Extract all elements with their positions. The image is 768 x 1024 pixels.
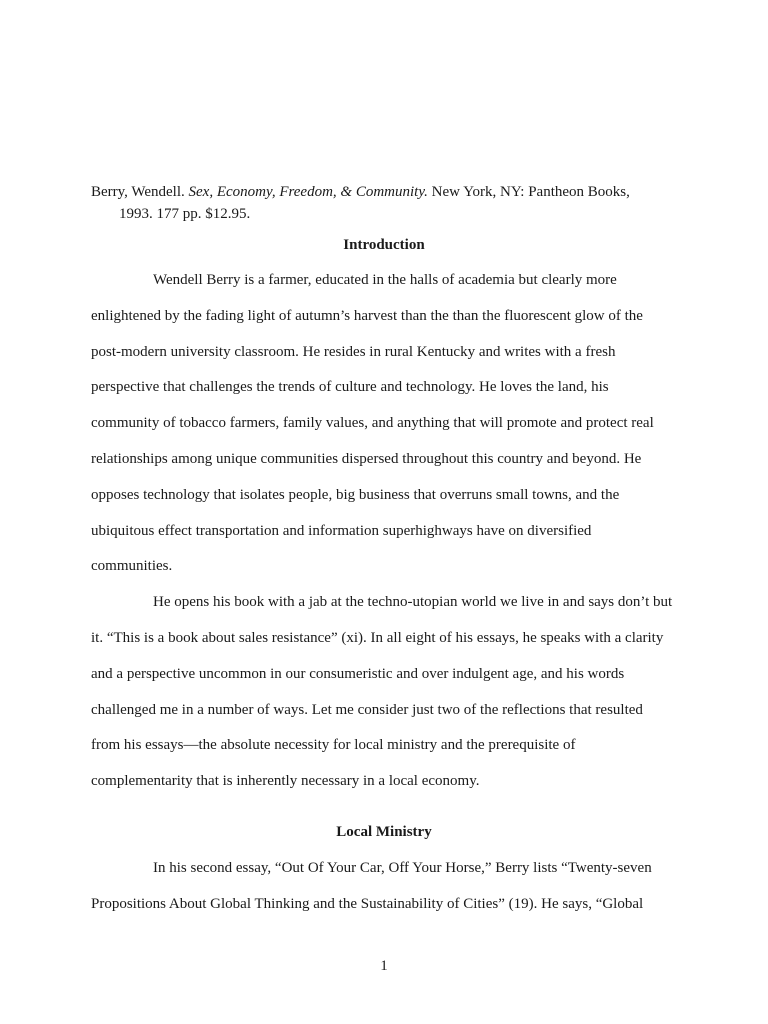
text-line: Propositions About Global Thinking and the Sustainability of Cities” (19). He says, “Global <box>91 895 644 912</box>
text-line: In his second essay, “Out Of Your Car, Off Your Horse,” Berry lists “Twenty-seven <box>153 860 652 876</box>
section-heading-introduction: Introduction <box>343 237 425 253</box>
citation-title: Sex, Economy, Freedom, & Community. <box>188 184 428 200</box>
text-line: from his essays—the absolute necessity for local ministry and the prerequisite of <box>91 737 576 754</box>
text-line: relationships among unique communities dispersed throughout this country and beyond. He <box>91 450 642 467</box>
citation-author: Berry, Wendell. <box>91 184 185 200</box>
section-heading-local-ministry: Local Ministry <box>336 824 432 840</box>
text-line: opposes technology that isolates people, big business that overruns small towns, and the <box>91 486 620 503</box>
local-ministry-body <box>91 858 691 930</box>
text-line: communities. <box>91 558 173 575</box>
citation-publisher: New York, NY: Pantheon Books, <box>431 184 630 200</box>
text-line: and a perspective uncommon in our consumeristic and over indulgent age, and his words <box>91 665 625 682</box>
text-line: community of tobacco farmers, family values, and anything that will promote and protect real <box>91 415 654 432</box>
text-line: challenged me in a number of ways. Let me consider just two of the reflections that resulted <box>91 701 643 718</box>
book-citation <box>91 181 681 225</box>
text-line: Wendell Berry is a farmer, educated in the halls of academia but clearly more <box>153 272 617 288</box>
introduction-body <box>91 270 691 807</box>
citation-details: 1993. 177 pp. $12.95. <box>119 206 251 222</box>
text-line: it. “This is a book about sales resistance” (xi). In all eight of his essays, he speaks with a clarity <box>91 629 664 646</box>
text-line: perspective that challenges the trends of culture and technology. He loves the land, his <box>91 379 609 396</box>
text-line: enlightened by the fading light of autumn’s harvest than the than the fluorescent glow of the <box>91 307 643 324</box>
text-line: ubiquitous effect transportation and information superhighways have on diversified <box>91 522 592 539</box>
page-number: 1 <box>380 958 388 974</box>
text-line: post-modern university classroom. He resides in rural Kentucky and writes with a fresh <box>91 343 616 360</box>
text-line: complementarity that is inherently necessary in a local economy. <box>91 773 480 790</box>
text-line: He opens his book with a jab at the techno-utopian world we live in and says don’t but <box>153 594 673 611</box>
